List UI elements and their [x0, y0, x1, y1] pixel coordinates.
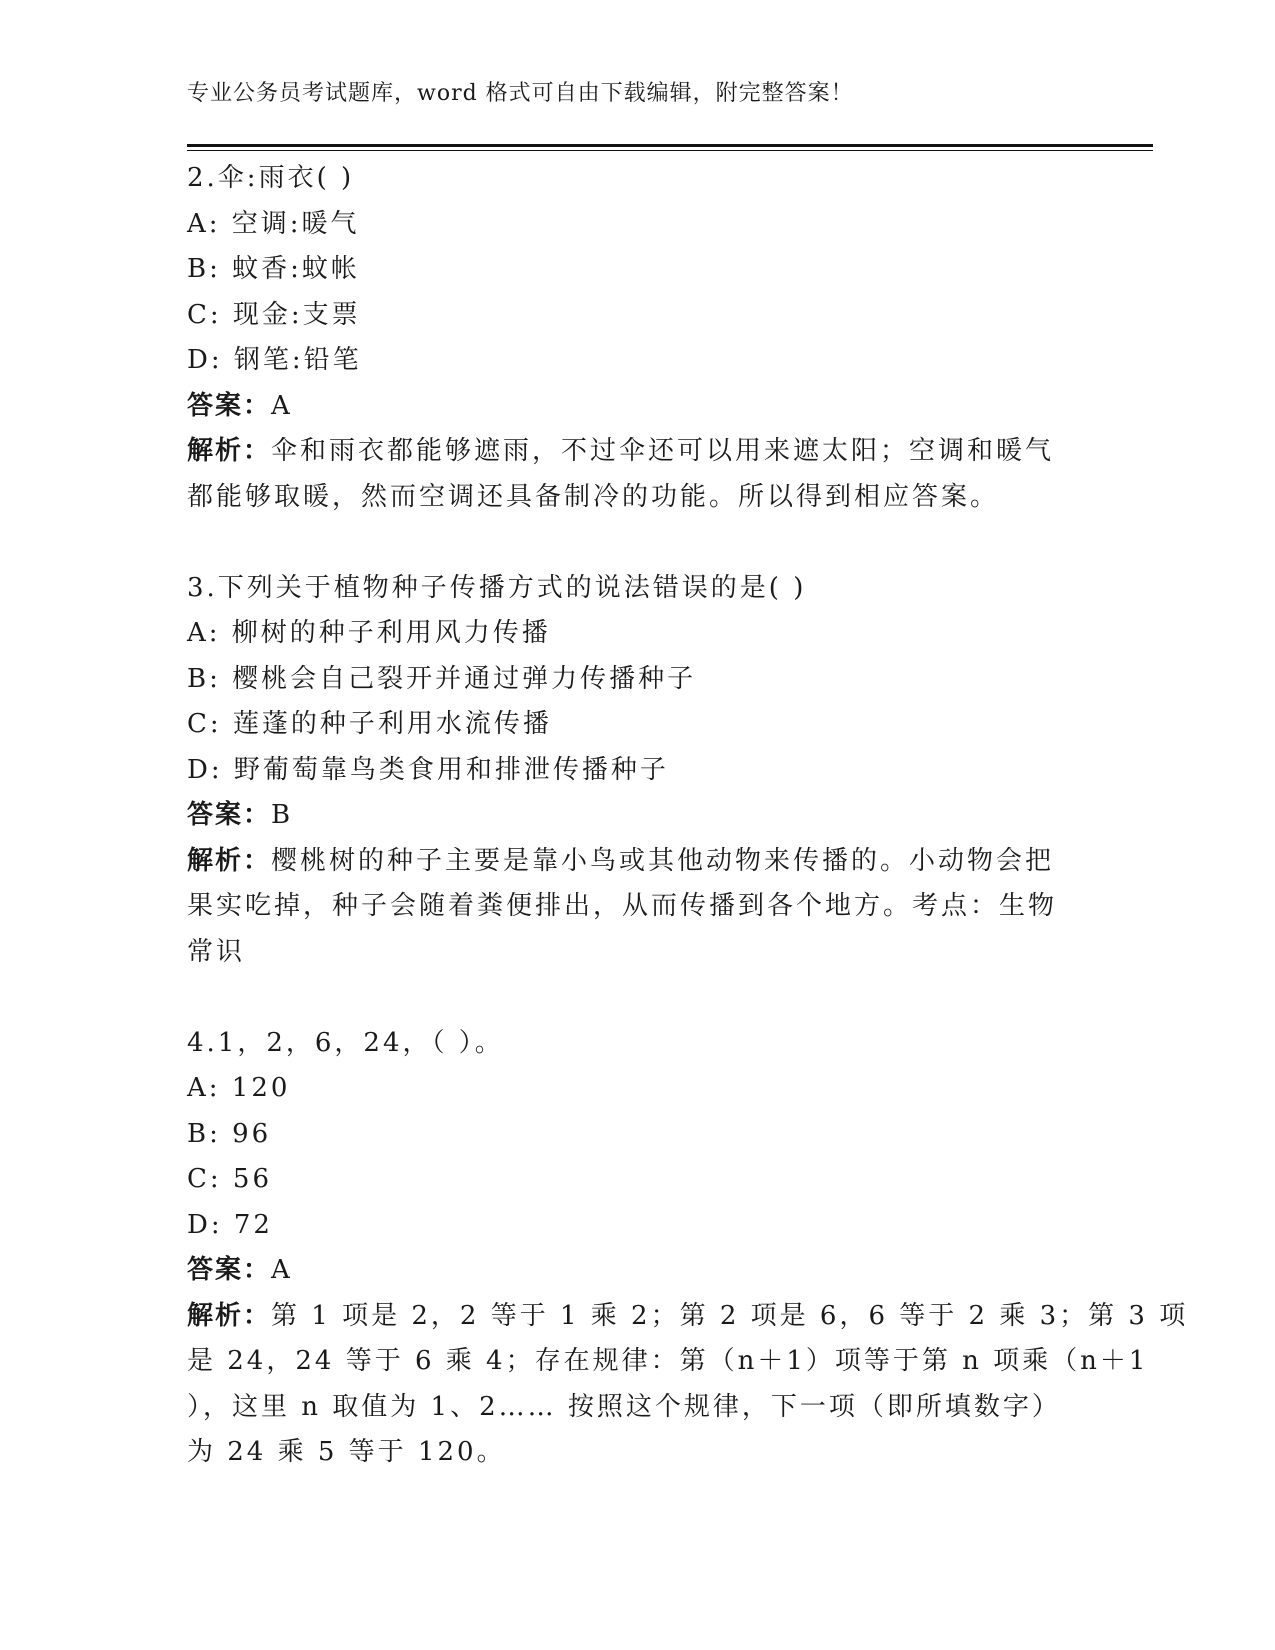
explanation-line: [187, 839, 1087, 885]
answer-value: B: [271, 800, 294, 830]
header-divider-thick: [187, 144, 1153, 147]
question-stem: 2.伞:雨衣( ): [187, 163, 355, 193]
answer-line: [187, 793, 1087, 839]
explanation-text: 第 1 项是 2，2 等于 1 乘 2；第 2 项是 6，6 等于 2 乘 3；第 3 项: [271, 1300, 1189, 1331]
option-a: A: 空调:暖气: [187, 208, 360, 239]
option-b: B: 96: [187, 1118, 272, 1149]
option-b: B: 蚊香:蚊帐: [187, 254, 360, 284]
explanation-text: 是 24，24 等于 6 乘 4；存在规律：第（n＋1）项等于第 n 项乘（n＋1: [187, 1346, 1149, 1376]
option-d: D: 野葡萄靠鸟类食用和排泄传播种子: [187, 754, 669, 785]
option-c: C: 56: [187, 1164, 273, 1194]
option-c: C: 莲蓬的种子利用水流传播: [187, 709, 552, 739]
explanation-label: 解析：: [187, 845, 272, 876]
explanation-text: 樱桃树的种子主要是靠小鸟或其他动物来传播的。小动物会把: [271, 845, 1055, 876]
question-block: [187, 1021, 1189, 1476]
explanation-text: 都能够取暖，然而空调还具备制冷的功能。所以得到相应答案。: [187, 481, 1000, 512]
option-b: B: 樱桃会自己裂开并通过弹力传播种子: [187, 663, 697, 694]
question-block: [187, 156, 1087, 520]
explanation-text: 为 24 乘 5 等于 120。: [187, 1437, 506, 1467]
explanation-line: [187, 1294, 1189, 1340]
option-d: D: 钢笔:铅笔: [187, 345, 362, 375]
option-d: D: 72: [187, 1209, 273, 1240]
question-block: [187, 566, 1087, 976]
option-a: A: 柳树的种子利用风力传播: [187, 618, 551, 648]
explanation-text: ），这里 n 取值为 1、2…… 按照这个规律，下一项（即所填数字）: [187, 1391, 1061, 1422]
explanation-text: 常识: [187, 936, 246, 967]
answer-line: [187, 1248, 1087, 1294]
header-divider-thin: [187, 150, 1153, 151]
explanation-line: [187, 429, 1087, 475]
page-header: 专业公务员考试题库，word 格式可自由下载编辑，附完整答案！: [187, 81, 854, 106]
explanation-text: 果实吃掉，种子会随着粪便排出，从而传播到各个地方。考点：生物: [187, 891, 1058, 921]
question-stem: 3.下列关于植物种子传播方式的说法错误的是( ): [187, 572, 807, 603]
option-a: A: 120: [187, 1073, 291, 1103]
question-stem: 4.1，2，6，24，（ ）。: [187, 1027, 504, 1058]
answer-label: 答案：: [187, 390, 272, 421]
option-c: C: 现金:支票: [187, 299, 361, 330]
explanation-label: 解析：: [187, 436, 272, 466]
answer-label: 答案：: [187, 800, 272, 830]
answer-line: [187, 384, 1087, 430]
answer-value: A: [271, 390, 293, 421]
explanation-label: 解析：: [187, 1300, 272, 1331]
explanation-text: 伞和雨衣都能够遮雨，不过伞还可以用来遮太阳；空调和暖气: [271, 436, 1055, 466]
answer-value: A: [271, 1255, 293, 1285]
answer-label: 答案：: [187, 1255, 272, 1285]
question-list: [187, 156, 1189, 1476]
